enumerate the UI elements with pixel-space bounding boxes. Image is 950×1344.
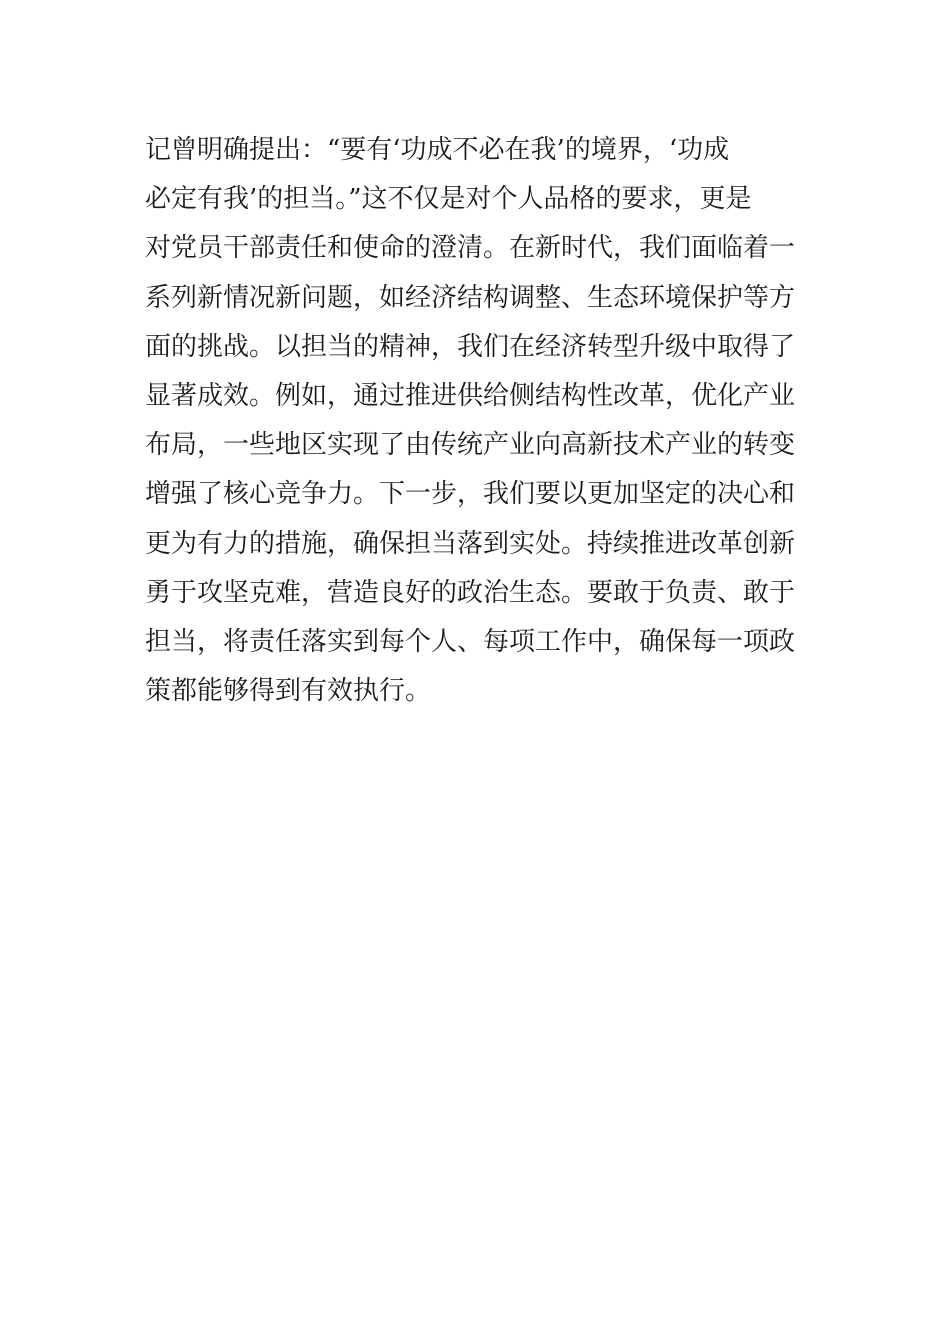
body-text [145,126,810,716]
text-line: 显著成效。例如，通过推进供给侧结构性改革，优化产业 [145,380,796,411]
text-line: 勇于攻坚克难，营造良好的政治生态。要敢于负责、敢于 [145,577,796,608]
text-line: 担当，将责任落实到每个人、每项工作中，确保每一项政 [145,626,796,657]
text-line: 策都能够得到有效执行。 [145,676,432,707]
text-line: 增强了核心竞争力。下一步，我们要以更加坚定的决心和 [145,479,796,510]
text-line: 更为有力的措施，确保担当落到实处。持续推进改革创新 [145,528,796,559]
text-line: 面的挑战。以担当的精神，我们在经济转型升级中取得了 [145,331,796,362]
text-line: 对党员干部责任和使命的澄清。在新时代，我们面临着一 [145,233,796,264]
text-line: 记曾明确提出：“要有‘功成不必在我’的境界，‘功成 [145,135,730,165]
text-line: 布局，一些地区实现了由传统产业向高新技术产业的转变 [145,430,796,461]
text-line: 系列新情况新问题，如经济结构调整、生态环境保护等方 [145,282,796,313]
text-line: 必定有我’的担当。”这不仅是对个人品格的要求，更是 [145,184,752,215]
